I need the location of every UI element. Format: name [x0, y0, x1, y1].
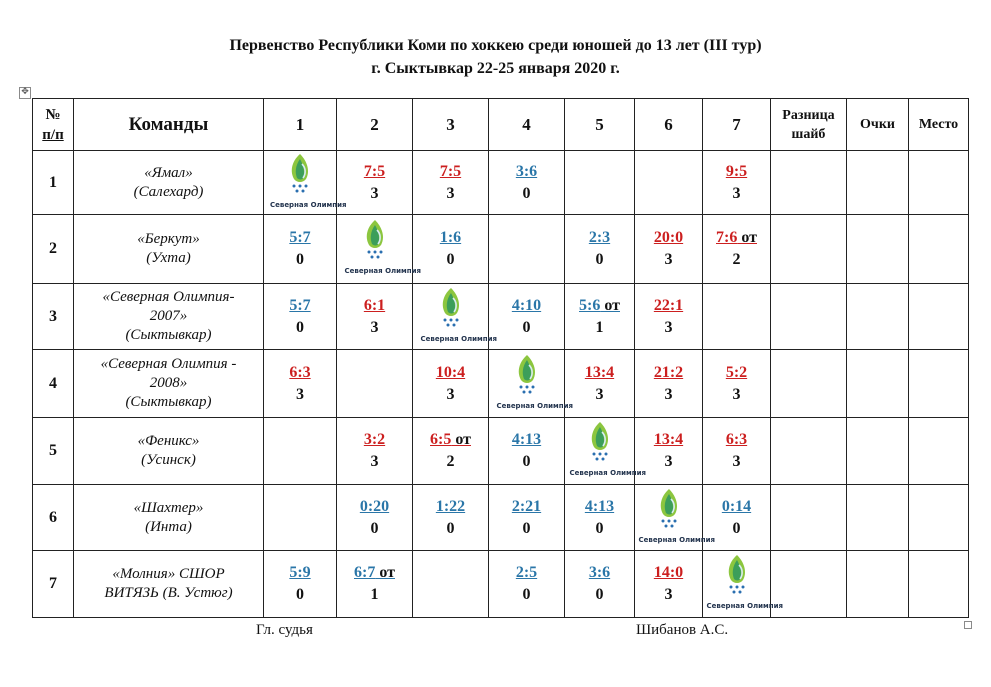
logo-label: Северная Олимпия — [270, 200, 347, 209]
score-value: 2:21 — [511, 497, 542, 515]
match-points: 3 — [664, 318, 673, 336]
match-score — [585, 496, 614, 518]
match-score — [589, 562, 610, 584]
severnaya-olimpiya-logo-icon — [496, 353, 574, 411]
logo-label: Северная Олимпия — [496, 401, 574, 410]
match-points: 0 — [296, 251, 304, 268]
team-name-line: (Инта) — [145, 518, 192, 535]
match-score — [364, 429, 385, 451]
goal-difference-cell — [771, 418, 847, 485]
match-score — [516, 562, 537, 584]
header-col-5: 5 — [565, 99, 635, 151]
match-result-cell — [337, 485, 413, 551]
match-result-cell — [703, 151, 771, 215]
score-value: 22:1 — [653, 296, 684, 314]
severnaya-olimpiya-logo-icon — [706, 553, 784, 611]
logo-label: Северная Олимпия — [420, 334, 498, 343]
table-row — [33, 551, 969, 618]
match-result-cell — [703, 418, 771, 485]
score-value: 6:3 — [289, 363, 311, 381]
score-value: 14:0 — [653, 564, 684, 581]
table-row — [33, 151, 969, 215]
match-result-cell — [264, 350, 337, 418]
match-result-cell — [413, 151, 489, 215]
header-col-2: 2 — [337, 99, 413, 151]
row-number: 7 — [33, 551, 74, 618]
match-result-cell — [565, 485, 635, 551]
match-score — [430, 429, 471, 451]
score-value: 3:2 — [363, 431, 386, 448]
goal-difference-cell — [771, 284, 847, 350]
match-points: 0 — [446, 519, 455, 537]
match-points: 0 — [732, 519, 741, 537]
self-match-cell — [703, 551, 784, 618]
empty-cell — [337, 350, 413, 418]
score-value: 2:5 — [515, 564, 538, 581]
match-score — [440, 161, 461, 183]
goal-difference-cell — [771, 350, 847, 418]
team-name — [74, 151, 264, 215]
score-value: 20:0 — [653, 229, 684, 246]
table-row — [33, 418, 969, 485]
match-points: 3 — [664, 586, 673, 603]
empty-cell — [565, 151, 635, 215]
table-row — [33, 284, 969, 350]
row-number: 6 — [33, 485, 74, 551]
match-points: 3 — [296, 385, 304, 403]
team-name-line: (Сыктывкар) — [125, 394, 212, 410]
severnaya-olimpiya-logo-icon — [638, 487, 716, 545]
self-match-cell — [264, 151, 347, 215]
match-points: 0 — [522, 453, 531, 470]
empty-cell — [703, 284, 771, 350]
header-col-6: 6 — [635, 99, 703, 151]
row-number: 5 — [33, 418, 74, 485]
severnaya-olimpiya-logo-icon — [270, 152, 347, 210]
score-value: 7:5 — [363, 162, 386, 180]
match-score — [436, 362, 465, 384]
match-points: 3 — [664, 385, 673, 403]
match-points: 3 — [732, 453, 741, 470]
match-score — [289, 227, 310, 249]
self-match-cell — [489, 350, 574, 418]
self-match-cell — [635, 485, 716, 551]
score-value: 0:20 — [359, 497, 390, 515]
match-points: 1 — [370, 586, 379, 603]
match-result-cell — [264, 215, 337, 284]
match-result-cell — [565, 551, 635, 618]
score-value: 4:13 — [511, 431, 542, 448]
score-value: 6:5 — [430, 431, 452, 448]
empty-cell — [635, 151, 703, 215]
team-name — [74, 284, 264, 350]
header-goal-difference: Разница шайб — [771, 99, 847, 151]
team-name-line: (Ухта) — [146, 250, 191, 266]
match-result-cell — [635, 215, 703, 284]
match-points: 0 — [595, 586, 604, 603]
score-value: 1:6 — [439, 229, 462, 246]
match-points: 0 — [595, 251, 604, 268]
score-value: 10:4 — [435, 363, 466, 381]
header-col-3: 3 — [413, 99, 489, 151]
match-score — [726, 429, 747, 451]
referee-label: Гл. судья — [256, 622, 313, 638]
match-score — [364, 161, 385, 183]
match-points: 0 — [296, 586, 304, 603]
match-score — [579, 295, 620, 317]
match-result-cell — [337, 151, 413, 215]
score-value: 7:6 — [716, 229, 738, 246]
match-score — [440, 227, 461, 249]
header-col-4: 4 — [489, 99, 565, 151]
team-name-line: «Феникс» — [137, 433, 200, 449]
score-value: 21:2 — [653, 363, 684, 381]
match-points: 2 — [732, 251, 741, 268]
match-score — [289, 295, 310, 317]
match-points: 0 — [522, 184, 531, 202]
header-points: Очки — [847, 99, 909, 151]
match-result-cell — [489, 284, 565, 350]
severnaya-olimpiya-logo-icon — [420, 286, 498, 344]
self-match-cell — [337, 215, 422, 284]
score-value: 7:5 — [439, 162, 462, 180]
match-result-cell — [565, 215, 635, 284]
score-value: 5:2 — [725, 363, 748, 381]
match-score — [654, 429, 683, 451]
match-points: 3 — [370, 453, 379, 470]
match-result-cell — [413, 485, 489, 551]
match-result-cell — [565, 350, 635, 418]
team-name-line: (Сыктывкар) — [125, 327, 212, 343]
score-value: 0:14 — [721, 497, 752, 515]
points-cell — [847, 284, 909, 350]
match-score — [726, 161, 747, 183]
place-cell — [909, 418, 969, 485]
points-cell — [847, 551, 909, 618]
severnaya-olimpiya-logo-icon — [344, 218, 422, 276]
match-result-cell — [565, 284, 635, 350]
match-points: 3 — [664, 453, 673, 470]
match-score — [516, 161, 537, 183]
overtime-marker: от — [600, 296, 620, 314]
place-cell — [909, 551, 969, 618]
header-place: Место — [909, 99, 969, 151]
team-name — [74, 551, 264, 618]
match-points: 0 — [522, 519, 531, 537]
match-points: 3 — [446, 184, 455, 202]
match-score — [436, 496, 465, 518]
match-score — [360, 496, 389, 518]
row-number: 4 — [33, 350, 74, 418]
score-value: 5:7 — [289, 229, 311, 246]
match-points: 0 — [522, 586, 531, 603]
header-teams: Команды — [74, 99, 264, 151]
place-cell — [909, 485, 969, 551]
overtime-marker: от — [737, 229, 757, 246]
points-cell — [847, 215, 909, 284]
match-score — [654, 227, 683, 249]
match-points: 3 — [370, 184, 379, 202]
team-name-line: «Северная Олимпия - — [100, 356, 237, 372]
score-value: 5:7 — [289, 296, 311, 314]
match-points: 0 — [446, 251, 455, 268]
row-number: 3 — [33, 284, 74, 350]
match-result-cell — [413, 215, 489, 284]
goal-difference-cell — [771, 215, 847, 284]
match-result-cell — [489, 485, 565, 551]
place-cell — [909, 284, 969, 350]
match-score — [512, 429, 541, 451]
place-cell — [909, 350, 969, 418]
match-points: 3 — [732, 184, 741, 202]
logo-label: Северная Олимпия — [638, 535, 716, 544]
team-name-line: 2007» — [149, 308, 188, 324]
match-result-cell — [337, 418, 413, 485]
team-name-line: «Северная Олимпия- — [102, 289, 235, 305]
score-value: 3:6 — [588, 564, 611, 581]
match-score — [726, 362, 747, 384]
match-score — [654, 362, 683, 384]
match-result-cell — [489, 418, 565, 485]
match-score — [589, 227, 610, 249]
referee-name: Шибанов А.С. — [636, 622, 729, 638]
points-cell — [847, 151, 909, 215]
row-number: 2 — [33, 215, 74, 284]
team-name-line: ВИТЯЗЬ (В. Устюг) — [104, 585, 233, 601]
match-result-cell — [337, 284, 413, 350]
match-result-cell — [703, 215, 771, 284]
match-result-cell — [635, 284, 703, 350]
table-move-handle-icon[interactable]: ✥ — [19, 87, 31, 99]
match-result-cell — [264, 551, 337, 618]
logo-label: Северная Олимпия — [706, 602, 784, 610]
self-match-cell — [565, 418, 647, 485]
score-value: 3:6 — [515, 162, 538, 180]
logo-label: Северная Олимпия — [344, 267, 422, 275]
goal-difference-cell — [771, 151, 847, 215]
score-value: 2:3 — [588, 229, 611, 246]
score-value: 5:6 — [579, 296, 601, 314]
match-score — [289, 362, 310, 384]
match-points: 3 — [446, 385, 455, 403]
overtime-marker: от — [375, 564, 395, 581]
header-row — [33, 99, 969, 151]
team-name — [74, 485, 264, 551]
goal-difference-cell — [771, 485, 847, 551]
team-name-line: (Салехард) — [133, 183, 204, 200]
points-cell — [847, 485, 909, 551]
empty-cell — [489, 215, 565, 284]
match-score — [289, 562, 310, 584]
team-name-line: «Ямал» — [144, 164, 193, 181]
self-match-cell — [413, 284, 498, 350]
match-score — [364, 295, 385, 317]
match-score — [585, 362, 614, 384]
score-value: 1:22 — [435, 497, 466, 515]
match-score — [354, 562, 395, 584]
team-name-line: 2008» — [149, 375, 188, 391]
table-row — [33, 215, 969, 284]
empty-cell — [264, 418, 337, 485]
score-value: 6:1 — [363, 296, 386, 314]
match-result-cell — [635, 551, 703, 618]
header-number: № п/п — [33, 99, 74, 151]
score-value: 9:5 — [725, 162, 748, 180]
match-points: 1 — [595, 318, 604, 336]
match-points: 0 — [296, 318, 304, 336]
document-title-line1: Первенство Республики Коми по хоккею среди юношей до 13 лет (III тур) — [229, 37, 762, 54]
score-value: 6:7 — [354, 564, 376, 581]
match-points: 2 — [446, 453, 455, 470]
match-result-cell — [489, 551, 565, 618]
match-result-cell — [489, 151, 565, 215]
team-name — [74, 418, 264, 485]
team-name-line: «Молния» СШОР — [112, 566, 225, 582]
logo-label: Северная Олимпия — [569, 469, 647, 477]
score-value: 4:10 — [511, 296, 542, 314]
match-result-cell — [703, 350, 771, 418]
document-title-line2: г. Сыктывкар 22-25 января 2020 г. — [371, 60, 620, 77]
match-score — [722, 496, 751, 518]
score-value: 6:3 — [725, 431, 748, 448]
points-cell — [847, 350, 909, 418]
match-score — [716, 227, 757, 249]
standings-table — [32, 98, 969, 618]
team-name — [74, 350, 264, 418]
match-points: 3 — [732, 385, 741, 403]
overtime-marker: от — [451, 431, 471, 448]
match-result-cell — [635, 350, 703, 418]
score-value: 4:13 — [584, 497, 615, 515]
match-score — [654, 562, 683, 584]
table-resize-handle[interactable] — [964, 621, 972, 629]
empty-cell — [413, 551, 489, 618]
score-value: 5:9 — [289, 564, 311, 581]
row-number: 1 — [33, 151, 74, 215]
match-score — [512, 295, 541, 317]
match-points: 3 — [595, 385, 604, 403]
match-points: 3 — [370, 318, 379, 336]
header-col-1: 1 — [264, 99, 337, 151]
match-result-cell — [264, 284, 337, 350]
place-cell — [909, 151, 969, 215]
score-value: 13:4 — [653, 431, 684, 448]
team-name-line: «Шахтер» — [133, 499, 204, 516]
header-col-7: 7 — [703, 99, 771, 151]
points-cell — [847, 418, 909, 485]
score-value: 13:4 — [584, 363, 615, 381]
empty-cell — [264, 485, 337, 551]
table-row — [33, 350, 969, 418]
team-name — [74, 215, 264, 284]
match-points: 0 — [595, 519, 604, 537]
match-points: 0 — [522, 318, 531, 336]
team-name-line: «Беркут» — [137, 231, 200, 247]
match-score — [512, 496, 541, 518]
match-result-cell — [413, 418, 489, 485]
match-points: 3 — [664, 251, 673, 268]
match-score — [654, 295, 683, 317]
match-result-cell — [337, 551, 413, 618]
severnaya-olimpiya-logo-icon — [569, 420, 647, 478]
match-result-cell — [413, 350, 489, 418]
place-cell — [909, 215, 969, 284]
match-points: 0 — [370, 519, 379, 537]
team-name-line: (Усинск) — [141, 452, 196, 468]
table-row — [33, 485, 969, 551]
